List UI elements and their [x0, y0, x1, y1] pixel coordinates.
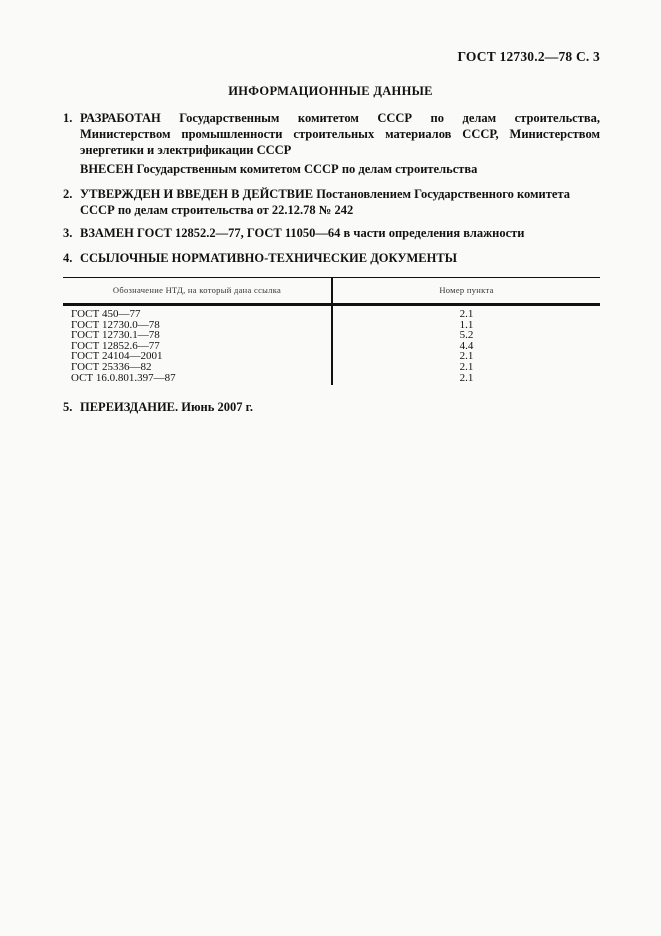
item-2-body	[80, 186, 600, 218]
column-header-document: Обозначение НТД, на который дана ссылка	[112, 285, 282, 295]
table-row-clause: 5.2	[459, 329, 474, 342]
table-row-document: ГОСТ 12730.0—78	[71, 318, 160, 331]
item-lead: УТВЕРЖДЕН И ВВЕДЕН В ДЕЙСТВИЕ	[80, 187, 314, 201]
page-header-reference: ГОСТ 12730.2—78 С. 3	[457, 49, 600, 64]
item-submitted-body	[80, 161, 600, 177]
item-number: 5.	[63, 400, 73, 414]
item-5	[63, 399, 600, 415]
table-row-document: ГОСТ 12852.6—77	[71, 339, 160, 352]
item-number: 3.	[63, 226, 73, 240]
item-4-body	[80, 250, 600, 266]
table-row-document: ГОСТ 12730.1—78	[71, 329, 160, 342]
item-number: 2.	[63, 187, 73, 201]
item-lead: РАЗРАБОТАН	[80, 111, 161, 125]
item-4	[63, 250, 600, 266]
item-text: Государственным комитетом СССР по делам строительства, Министерством промышленности строительных материалов СССР, Министерством энергетики и электрификации СССР	[80, 111, 600, 157]
item-submitted	[63, 161, 600, 177]
item-text: Государственным комитетом СССР по делам строительства	[136, 162, 478, 176]
item-text: Постановлением Государственного комитета СССР по делам строительства от 22.12.78 № 242	[80, 187, 570, 217]
table-row-clause: 2.1	[459, 350, 474, 363]
item-lead: ССЫЛОЧНЫЕ НОРМАТИВНО-ТЕХНИЧЕСКИЕ ДОКУМЕНТЫ	[80, 251, 457, 265]
table-header-rule	[63, 303, 600, 306]
item-2	[63, 186, 600, 218]
table-row-document: ГОСТ 24104—2001	[71, 350, 163, 363]
item-1	[63, 110, 600, 158]
table-row-document: ГОСТ 450—77	[71, 308, 141, 320]
section-title: ИНФОРМАЦИОННЫЕ ДАННЫЕ	[228, 84, 433, 98]
item-text: Июнь 2007 г.	[181, 400, 253, 414]
table-row-document: ГОСТ 25336—82	[71, 360, 152, 373]
item-lead: ВНЕСЕН	[80, 162, 134, 176]
item-lead: ВЗАМЕН	[80, 226, 134, 240]
table-row-document: ОСТ 16.0.801.397—87	[71, 371, 176, 384]
column-header-clause: Номер пункта	[439, 285, 494, 295]
item-text: ГОСТ 12852.2—77, ГОСТ 11050—64 в части определения влажности	[136, 226, 525, 240]
table-row-clause: 2.1	[459, 371, 474, 384]
table-row-clause: 1.1	[459, 318, 474, 331]
item-lead: ПЕРЕИЗДАНИЕ.	[80, 400, 179, 414]
item-number: 1.	[63, 111, 73, 125]
table-row-clause: 2.1	[459, 360, 474, 373]
item-1-body	[80, 110, 600, 158]
item-5-body	[80, 399, 600, 415]
document-column	[71, 309, 176, 383]
item-3-body	[80, 225, 600, 241]
clause-column	[333, 309, 600, 383]
table-row-clause: 4.4	[459, 339, 474, 352]
table-row-clause: 2.1	[459, 308, 474, 320]
item-number: 4.	[63, 251, 73, 265]
item-3	[63, 225, 600, 241]
